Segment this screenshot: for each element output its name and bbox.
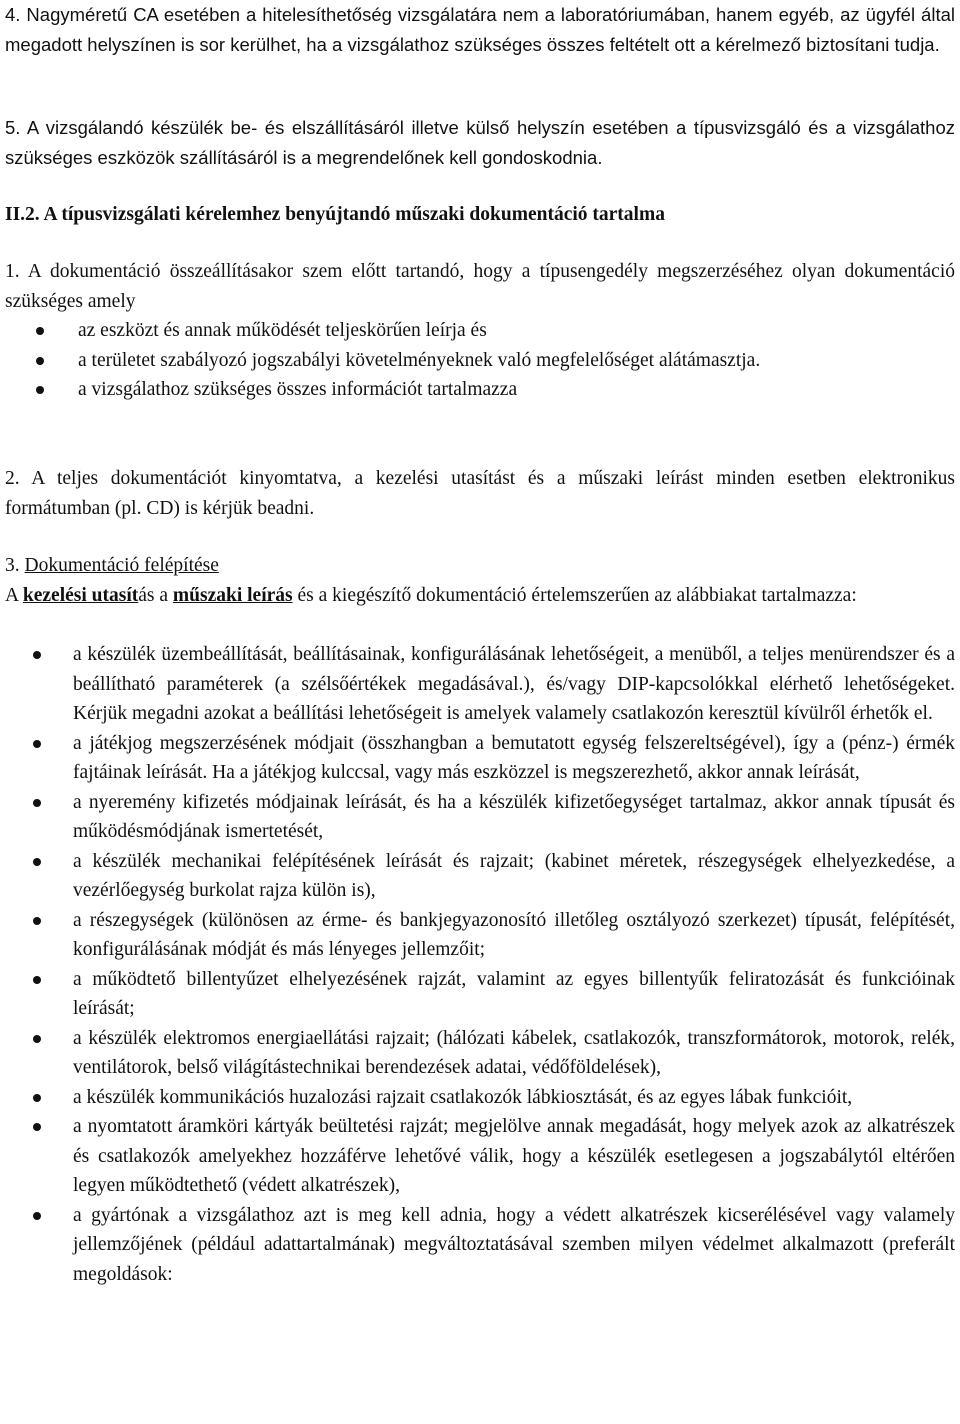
list-item-text: a készülék üzembeállítását, beállításainak, konfigurálásának lehetőségeit, a menüből, a teljes menürendszer és a beállítható paraméterek (a szélsőértékek megadásával.), és/vagy DIP-kapcsolókkal elérhető lehetőségeket. Kérjük megadni azokat a beállítási lehetőségeit is amelyek valamely csatlakozón keresztül kívülről érhetők el.: [73, 644, 955, 724]
list-item: [0, 788, 955, 847]
list-item: [0, 1201, 955, 1290]
bullet-icon: [33, 799, 41, 807]
list-item-text: a készülék mechanikai felépítésének leírását és rajzait; (kabinet méretek, részegységek elhelyezkedése, a vezérlőegység burkolat rajza külön is),: [73, 850, 955, 901]
bullet-icon: [33, 917, 41, 925]
list-item-text: az eszközt és annak működését teljeskörűen leírja és: [78, 320, 487, 341]
list-item: [0, 1024, 955, 1083]
item-1-bullet-list: [0, 316, 955, 405]
list-item: [0, 640, 955, 729]
item-3-number: 3.: [5, 555, 25, 576]
bullet-icon: [33, 976, 41, 984]
list-item: [0, 906, 955, 965]
bullet-icon: [33, 1035, 41, 1043]
bullet-icon: [33, 651, 41, 659]
list-item-text: a részegységek (különösen az érme- és bankjegyazonosító illetőleg osztályozó szerkezet) típusát, felépítését, konfigurálásának módját és más lényeges jellemzőit;: [73, 909, 955, 960]
list-item: [0, 316, 955, 346]
item-3-intro: [5, 581, 955, 611]
intro-text: ás a: [138, 585, 173, 606]
list-item: [0, 847, 955, 906]
list-item-text: a játékjog megszerzésének módjait (összhangban a bemutatott egység felszereltségével), így a (pénz-) érmék fajtáinak leírását. Ha a játékjog kulccsal, vagy más eszközzel is megszerezhető, akkor annak leírását,: [73, 732, 955, 783]
list-item-text: a nyomtatott áramköri kártyák beültetési rajzát; megjelölve annak megadását, hogy melyek azok az alkatrészek és csatlakozók amelyekhez hozzáférve lehetővé válik, hogy a készülék esetlegesen a jogszabálytól eltérően legyen működtethető (védett alkatrészek),: [73, 1116, 955, 1196]
item-1-text: 1. A dokumentáció összeállításakor szem előtt tartandó, hogy a típusengedély megszerzéséhez olyan dokumentáció szükséges amely: [5, 261, 955, 312]
list-item-text: a területet szabályozó jogszabályi követelményeknek való megfelelőséget alátámasztja.: [78, 349, 761, 371]
section-heading: II.2. A típusvizsgálati kérelemhez benyújtandó műszaki dokumentáció tartalma: [5, 204, 665, 225]
list-item: [0, 1112, 955, 1201]
item-3-title: Dokumentáció felépítése: [24, 555, 219, 576]
bullet-icon: [36, 327, 44, 335]
bullet-icon: [33, 740, 41, 748]
bullet-icon: [33, 1123, 41, 1131]
list-item: [0, 729, 955, 788]
paragraph-5: 5. A vizsgálandó készülék be- és elszállításáról illetve külső helyszín esetében a típusvizsgáló és a vizsgálathoz szükséges eszközök szállításáról is a megrendelőnek kell gondoskodnia.: [5, 117, 955, 168]
list-item-text: a készülék elektromos energiaellátási rajzait; (hálózati kábelek, csatlakozók, transzformátorok, motorok, relék, ventilátorok, belső világítástechnikai berendezések adatai, védőföldelések),: [73, 1027, 955, 1078]
list-item-text: a készülék kommunikációs huzalozási rajzait csatlakozók lábkiosztását, és az egyes lábak funkcióit,: [73, 1086, 853, 1108]
list-item-text: a nyeremény kifizetés módjainak leírását, és ha a készülék kifizetőegységet tartalmaz, akkor annak típusát és működésmódjának ismertetését,: [73, 791, 955, 842]
bullet-icon: [36, 357, 44, 365]
intro-text: A: [5, 585, 23, 606]
list-item: [0, 965, 955, 1024]
bullet-icon: [36, 386, 44, 394]
item-3-heading: [5, 551, 955, 581]
list-item-text: a gyártónak a vizsgálathoz azt is meg kell adnia, hogy a védett alkatrészek kicserélésével vagy valamely jellemzőjének (például adattartalmának) megváltoztatásával szemben milyen védelmet alkalmazott (preferált megoldások:: [73, 1204, 955, 1285]
intro-kezelesi-utasitas: kezelési utasít: [22, 585, 139, 606]
list-item: [0, 1083, 955, 1113]
bullet-icon: [33, 1094, 41, 1102]
bullet-icon: [33, 1212, 41, 1220]
item-3-bullet-list: [0, 640, 955, 1289]
item-2-text: 2. A teljes dokumentációt kinyomtatva, a kezelési utasítást és a műszaki leírást minden esetben elektronikus formátumban (pl. CD) is kérjük beadni.: [5, 468, 955, 519]
list-item: [0, 346, 955, 376]
list-item-text: a vizsgálathoz szükséges összes információt tartalmazza: [78, 379, 518, 400]
list-item-text: a működtető billentyűzet elhelyezésének rajzát, valamint az egyes billentyűk feliratozását és funkcióinak leírását;: [73, 968, 955, 1019]
intro-text: és a kiegészítő dokumentáció értelemszerűen az alábbiakat tartalmazza:: [292, 585, 857, 606]
bullet-icon: [33, 858, 41, 866]
paragraph-4: 4. Nagyméretű CA esetében a hitelesíthetőség vizsgálatára nem a laboratóriumában, hanem egyéb, az ügyfél által megadott helyszínen is sor kerülhet, ha a vizsgálathoz szükséges összes feltételt ott a kérelmező biztosítani tudja.: [5, 4, 955, 55]
intro-muszaki-leiras: műszaki leírás: [172, 585, 293, 606]
list-item: [0, 375, 955, 405]
